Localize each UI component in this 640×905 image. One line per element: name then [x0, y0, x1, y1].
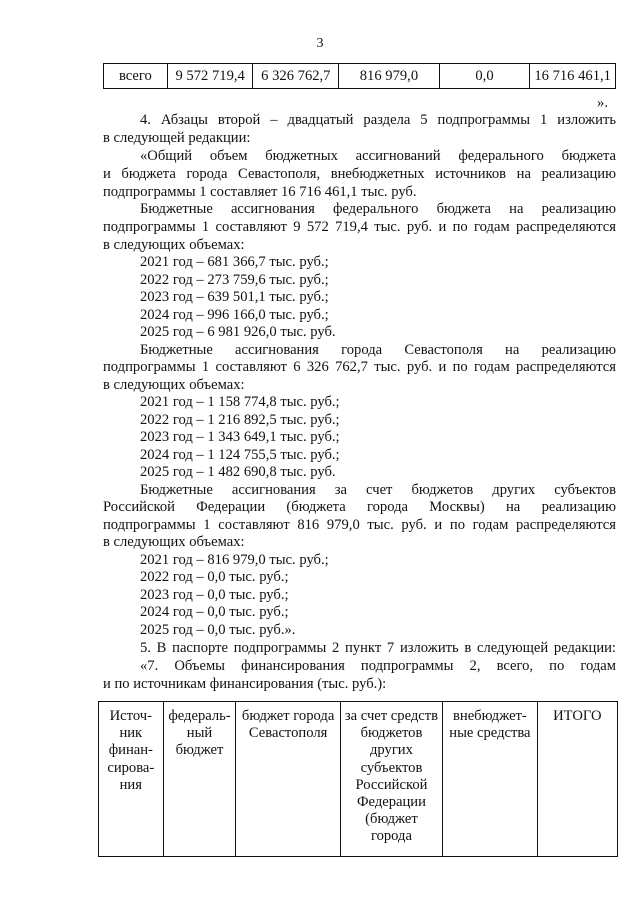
year-item: 2023 год – 1 343 649,1 тыс. руб.; [140, 429, 340, 445]
year-item: 2021 год – 1 158 774,8 тыс. руб.; [140, 394, 340, 410]
table-cell: 816 979,0 [339, 64, 440, 89]
header-line: ный [186, 725, 213, 742]
header-cell-source [99, 702, 164, 857]
header-line: ник [119, 725, 143, 742]
table-header-row [99, 702, 618, 857]
year-item: 2024 год – 1 124 755,5 тыс. руб.; [140, 447, 340, 463]
total-paragraph-line: и бюджета города Севастополя, внебюджетных источников на реализацию [103, 166, 616, 182]
other-regions-paragraph-line: Бюджетные ассигнования за счет бюджетов других субъектов [140, 482, 616, 498]
sevastopol-paragraph-line: Бюджетные ассигнования города Севастополя на реализацию [140, 342, 616, 358]
header-cell-total [537, 702, 617, 857]
table-row [104, 64, 616, 89]
header-line: внебюджет- [453, 708, 527, 724]
year-item: 2023 год – 0,0 тыс. руб.; [140, 587, 289, 603]
federal-paragraph-line: Бюджетные ассигнования федерального бюджета на реализацию [140, 201, 616, 217]
table-cell: 6 326 762,7 [253, 64, 339, 89]
header-line: Федерации [357, 794, 426, 811]
table-cell: 9 572 719,4 [167, 64, 253, 89]
header-line: Российской [355, 776, 428, 793]
year-item: 2024 год – 0,0 тыс. руб.; [140, 604, 289, 620]
header-cell-federal [163, 702, 236, 857]
header-cell-extrabudgetary [443, 702, 538, 857]
section-5-heading: 5. В паспорте подпрограммы 2 пункт 7 изложить в следующей редакции: [140, 640, 616, 656]
year-item: 2025 год – 0,0 тыс. руб.». [140, 622, 296, 638]
header-cell-other-regions [340, 702, 442, 857]
section-4-heading-line: 4. Абзацы второй – двадцатый раздела 5 подпрограммы 1 изложить [140, 112, 616, 128]
section-5-text-line: «7. Объемы финансирования подпрограммы 2, всего, по годам [140, 658, 616, 674]
year-item: 2021 год – 816 979,0 тыс. руб.; [140, 552, 329, 568]
header-line: ИТОГО [553, 708, 602, 724]
table-cell: 0,0 [439, 64, 530, 89]
budget-totals-table [103, 63, 616, 89]
other-regions-paragraph-line: Российской Федерации (бюджета города Москвы) на реализацию [103, 499, 616, 515]
year-item: 2025 год – 1 482 690,8 тыс. руб. [140, 464, 336, 480]
year-item: 2022 год – 1 216 892,5 тыс. руб.; [140, 412, 340, 428]
federal-paragraph-line: в следующих объемах: [103, 237, 245, 253]
header-line: бюджетов [360, 725, 423, 742]
financing-table [98, 701, 618, 857]
header-line: за счет средств [344, 708, 439, 724]
section-5-text-line: и по источникам финансирования (тыс. руб.): [103, 676, 387, 692]
year-item: 2022 год – 273 759,6 тыс. руб.; [140, 272, 329, 288]
year-item: 2021 год – 681 366,7 тыс. руб.; [140, 254, 329, 270]
total-paragraph-line: «Общий объем бюджетных ассигнований федерального бюджета [140, 148, 616, 164]
total-paragraph-line: подпрограммы 1 составляет 16 716 461,1 тыс. руб. [103, 184, 417, 200]
header-line: финан- [108, 742, 153, 759]
header-line: субъектов [360, 759, 423, 776]
header-line: сирова- [107, 759, 155, 776]
federal-paragraph-line: подпрограммы 1 составляют 9 572 719,4 тыс. руб. и по годам распределяются [103, 219, 616, 235]
table-cell: всего [104, 64, 168, 89]
header-line: ния [119, 776, 142, 793]
header-line: других [370, 742, 413, 759]
sevastopol-paragraph-line: подпрограммы 1 составляют 6 326 762,7 тыс. руб. и по годам распределяются [103, 359, 616, 375]
table-cell: 16 716 461,1 [530, 64, 616, 89]
year-item: 2022 год – 0,0 тыс. руб.; [140, 569, 289, 585]
other-regions-paragraph-line: в следующих объемах: [103, 534, 245, 550]
header-line: бюджет [175, 742, 224, 759]
header-line: Севастополя [248, 725, 328, 742]
header-line: федераль- [168, 708, 231, 724]
header-cell-sevastopol [236, 702, 340, 857]
header-line: бюджет города [241, 708, 335, 724]
header-line: города [370, 828, 412, 845]
other-regions-paragraph-line: подпрограммы 1 составляют 816 979,0 тыс. руб. и по годам распределяются [103, 517, 616, 533]
year-item: 2023 год – 639 501,1 тыс. руб.; [140, 289, 329, 305]
header-line: (бюджет [365, 811, 418, 828]
header-line: ные средства [449, 725, 531, 742]
closing-quote-mark: ». [597, 95, 608, 111]
page-number: 3 [316, 36, 324, 51]
year-item: 2025 год – 6 981 926,0 тыс. руб. [140, 324, 336, 340]
header-line: Источ- [109, 708, 152, 724]
year-item: 2024 год – 996 166,0 тыс. руб.; [140, 307, 329, 323]
sevastopol-paragraph-line: в следующих объемах: [103, 377, 245, 393]
section-4-heading-line: в следующей редакции: [103, 130, 251, 146]
